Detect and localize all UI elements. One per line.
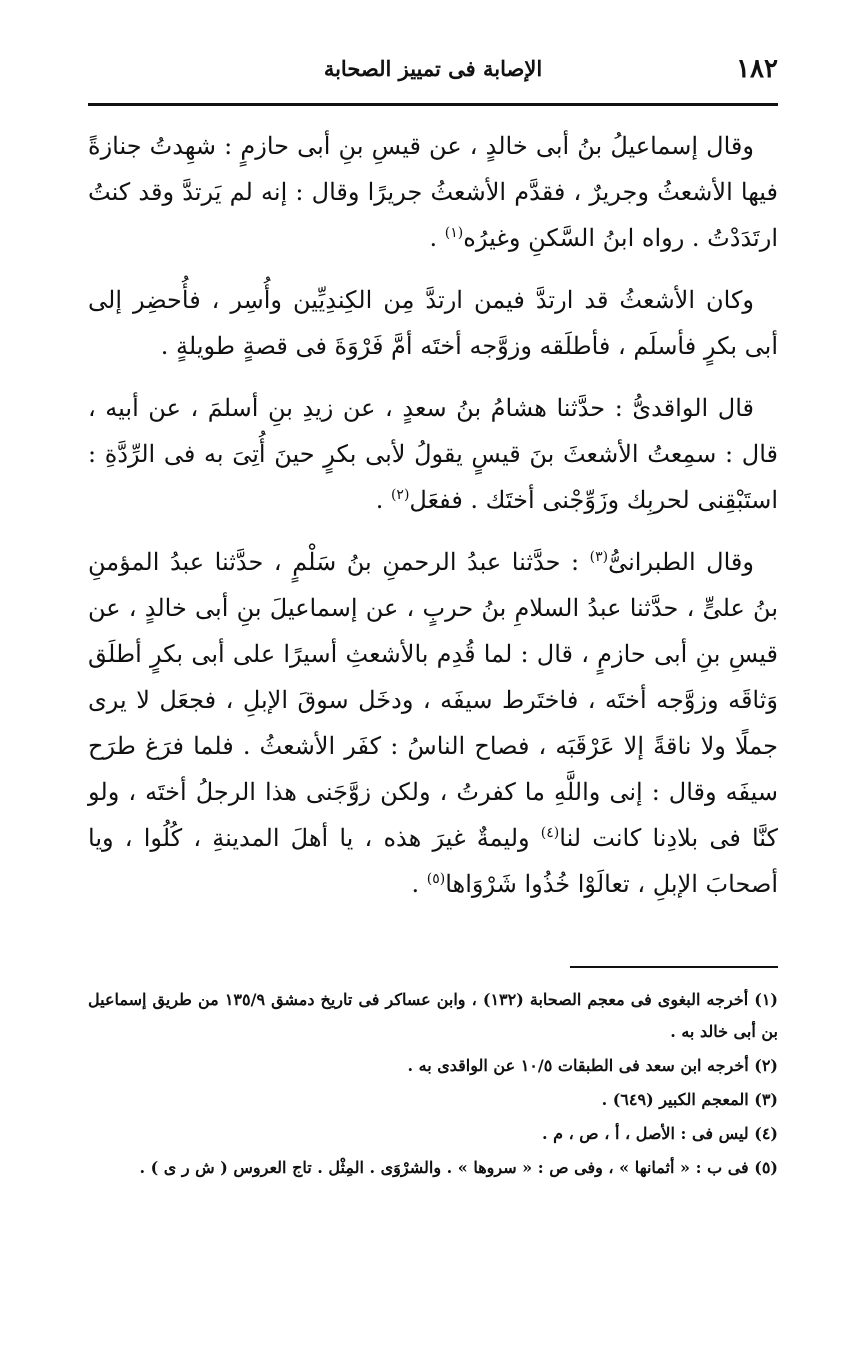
footnote-3: (٣) المعجم الكبير (٦٤٩) . bbox=[601, 1090, 778, 1109]
footnote-ref-1: (١) bbox=[444, 225, 464, 241]
paragraph-tail: . bbox=[429, 224, 445, 252]
footnotes bbox=[88, 984, 778, 1186]
header-rule bbox=[88, 103, 778, 106]
footnote-ref-4: (٤) bbox=[540, 825, 560, 841]
paragraph-text-cont: وليمةٌ غيرَ هذه ، يا أهلَ المدينةِ ، كُلُوا ، ويا أصحابَ الإبلِ ، تعالَوْا خُذُوا شَرْوَاها bbox=[88, 824, 778, 898]
footnote-1: (١) أخرجه البغوى فى معجم الصحابة (١٣٢) ، وابن عساكر فى تاريخ دمشق ١٣٥/٩ من طريق إسماعيل بن أبى خالد به . bbox=[88, 990, 778, 1041]
footnote-4: (٤) ليس فى : الأصل ، أ ، ص ، م . bbox=[541, 1124, 778, 1143]
paragraph-2 bbox=[88, 277, 778, 369]
footnote-5: (٥) فى ب : « أثمانها » ، وفى ص : « سروها » . والشرْوَى . المِثْل . تاج العروس ( ش ر ى ) . bbox=[139, 1158, 778, 1177]
footnote-separator bbox=[570, 966, 778, 968]
footnote-2: (٢) أخرجه ابن سعد فى الطبقات ١٠/٥ عن الواقدى به . bbox=[407, 1056, 778, 1075]
running-title: الإصابة فى تمييز الصحابة bbox=[323, 56, 543, 81]
paragraph-1 bbox=[88, 123, 778, 261]
footnote-ref-5: (٥) bbox=[426, 871, 446, 887]
footnote-ref-3: (٣) bbox=[589, 549, 609, 565]
main-text bbox=[88, 123, 778, 923]
paragraph-text: قال الواقدىُّ : حدَّثنا هشامُ بنُ سعدٍ ، عن زيدِ بنِ أسلمَ ، عن أبيه ، قال : سمِعتُ الأشعثَ بنَ قيسٍ يقولُ لأبى بكرٍ حينَ أُتِىَ به فى الرِّدَّةِ : استَبْقِنى لحربِك وزَوِّجْنى أختَك . ففعَل bbox=[88, 394, 778, 514]
page-number: ١٨٢ bbox=[736, 54, 778, 84]
paragraph-text: وقال الطبرانىُّ bbox=[608, 548, 754, 576]
paragraph-tail: . bbox=[411, 870, 427, 898]
paragraph-text: وقال إسماعيلُ بنُ أبى خالدٍ ، عن قيسِ بنِ أبى حازمٍ : شهِدتُ جنازةً فيها الأشعثُ وجريرٌ ، فقدَّم الأشعثُ جريرًا وقال : إنه لم يَرتدَّ وقد كنتُ ارتَدَدْتُ . رواه ابنُ السَّكنِ وغيرُه bbox=[88, 132, 778, 252]
paragraph-3 bbox=[88, 385, 778, 523]
paragraph-4 bbox=[88, 539, 778, 907]
page-header bbox=[88, 42, 778, 96]
paragraph-text: وكان الأشعثُ قد ارتدَّ فيمن ارتدَّ مِن الكِندِيِّين وأُسِر ، فأُحضِر إلى أبى بكرٍ فأسلَم ، فأطلَقه وزوَّجه أختَه أمَّ فَرْوَةَ فى قصةٍ طويلةٍ . bbox=[88, 286, 778, 360]
paragraph-tail: . bbox=[375, 486, 391, 514]
footnote-ref-2: (٢) bbox=[390, 487, 410, 503]
paragraph-text-cont: : حدَّثنا عبدُ الرحمنِ بنُ سَلْمٍ ، حدَّثنا عبدُ المؤمنِ بنُ علىٍّ ، حدَّثنا عبدُ السلامِ بنُ حربٍ ، عن إسماعيلَ بنِ أبى خالدٍ ، عن قيسِ بنِ أبى حازمٍ ، قال : لما قُدِم بالأشعثِ أسيرًا على أبى بكرٍ أطلَق وَثاقَه وزوَّجه أختَه ، فاختَرط سيفَه ، ودخَل سوقَ الإبلِ ، فجعَل لا يرى جملًا ولا ناقةً إلا عَرْقَبَه ، فصاح الناسُ : كفَر الأشعثُ . فلما فرَغ طرَح سيفَه وقال : إنى واللَّهِ ما كفرتُ ، ولكن زوَّجَنى هذا الرجلُ أختَه ، ولو كنَّا فى بلادِنا كانت لنا bbox=[88, 548, 778, 852]
